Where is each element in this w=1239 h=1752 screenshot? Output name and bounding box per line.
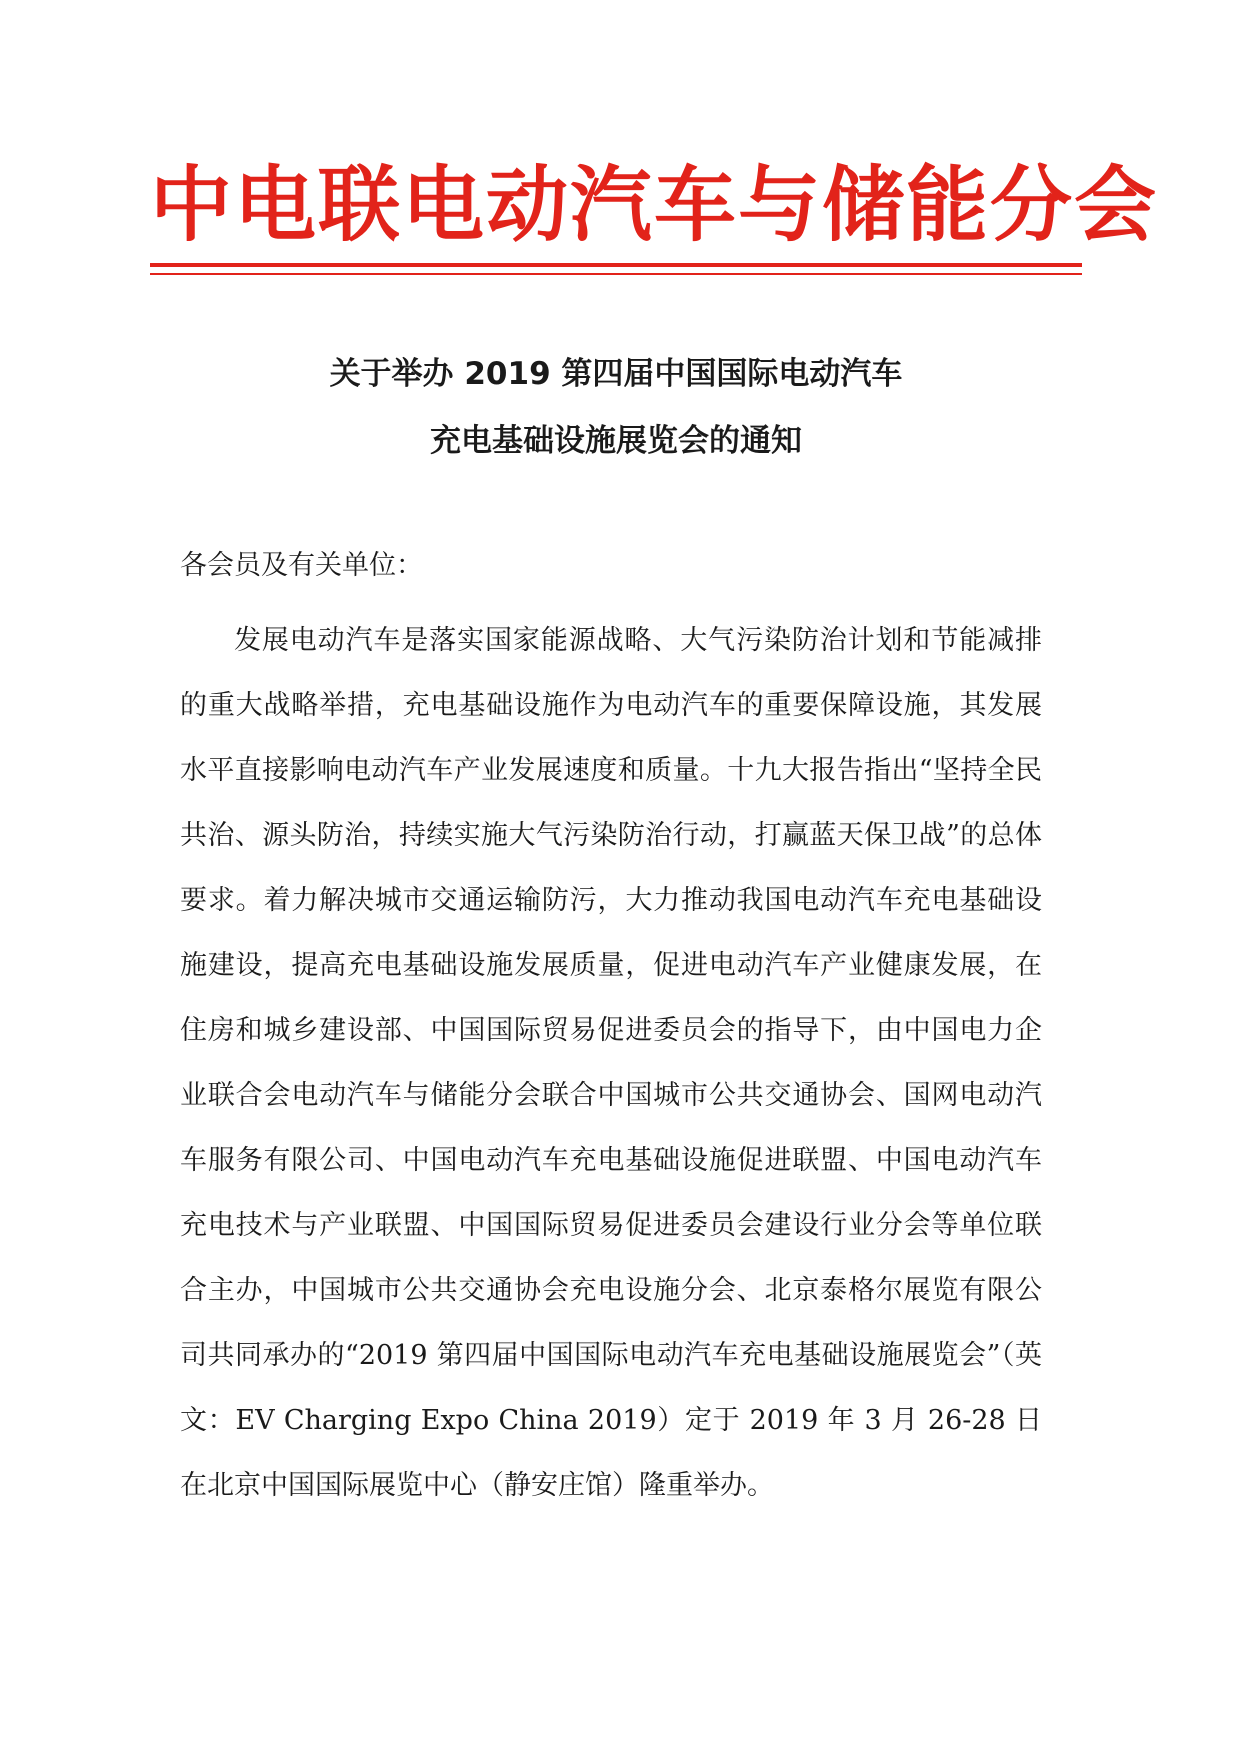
body-paragraph: 发展电动汽车是落实国家能源战略、大气污染防治计划和节能减排的重大战略举措，充电基础设施作为电动汽车的重要保障设施，其发展水平直接影响电动汽车产业发展速度和质量。十九大报告指出“坚持全民共治、源头防治，持续实施大气污染防治行动，打赢蓝天保卫战”的总体要求。着力解决城市交通运输防污，大力推动我国电动汽车充电基础设施建设，提高充电基础设施发展质量，促进电动汽车产业健康发展，在住房和城乡建设部、中国国际贸易促进委员会的指导下，由中国电力企业联合会电动汽车与储能分会联合中国城市公共交通协会、国网电动汽车服务有限公司、中国电动汽车充电基础设施促进联盟、中国电动汽车充电技术与产业联盟、中国国际贸易促进委员会建设行业分会等单位联合主办，中国城市公共交通协会充电设施分会、北京泰格尔展览有限公司共同承办的“2019 第四届中国国际电动汽车充电基础设施展览会”（英文：EV Charging Expo China 2019）定于 2019 年 3 月 26-28 日在北京中国国际展览中心（静安庄馆）隆重举办。 bbox=[180, 625, 1042, 1501]
salutation: 各会员及有关单位： bbox=[180, 550, 423, 581]
letterhead-red-rule-thin bbox=[150, 273, 1082, 275]
letterhead-red-rule-thick bbox=[150, 263, 1082, 267]
notice-title-line-2: 充电基础设施展览会的通知 bbox=[430, 423, 802, 459]
notice-title-line-1: 关于举办 2019 第四届中国国际电动汽车 bbox=[329, 356, 903, 392]
letterhead-org-name: 中电联电动汽车与储能分会 bbox=[150, 157, 1159, 253]
